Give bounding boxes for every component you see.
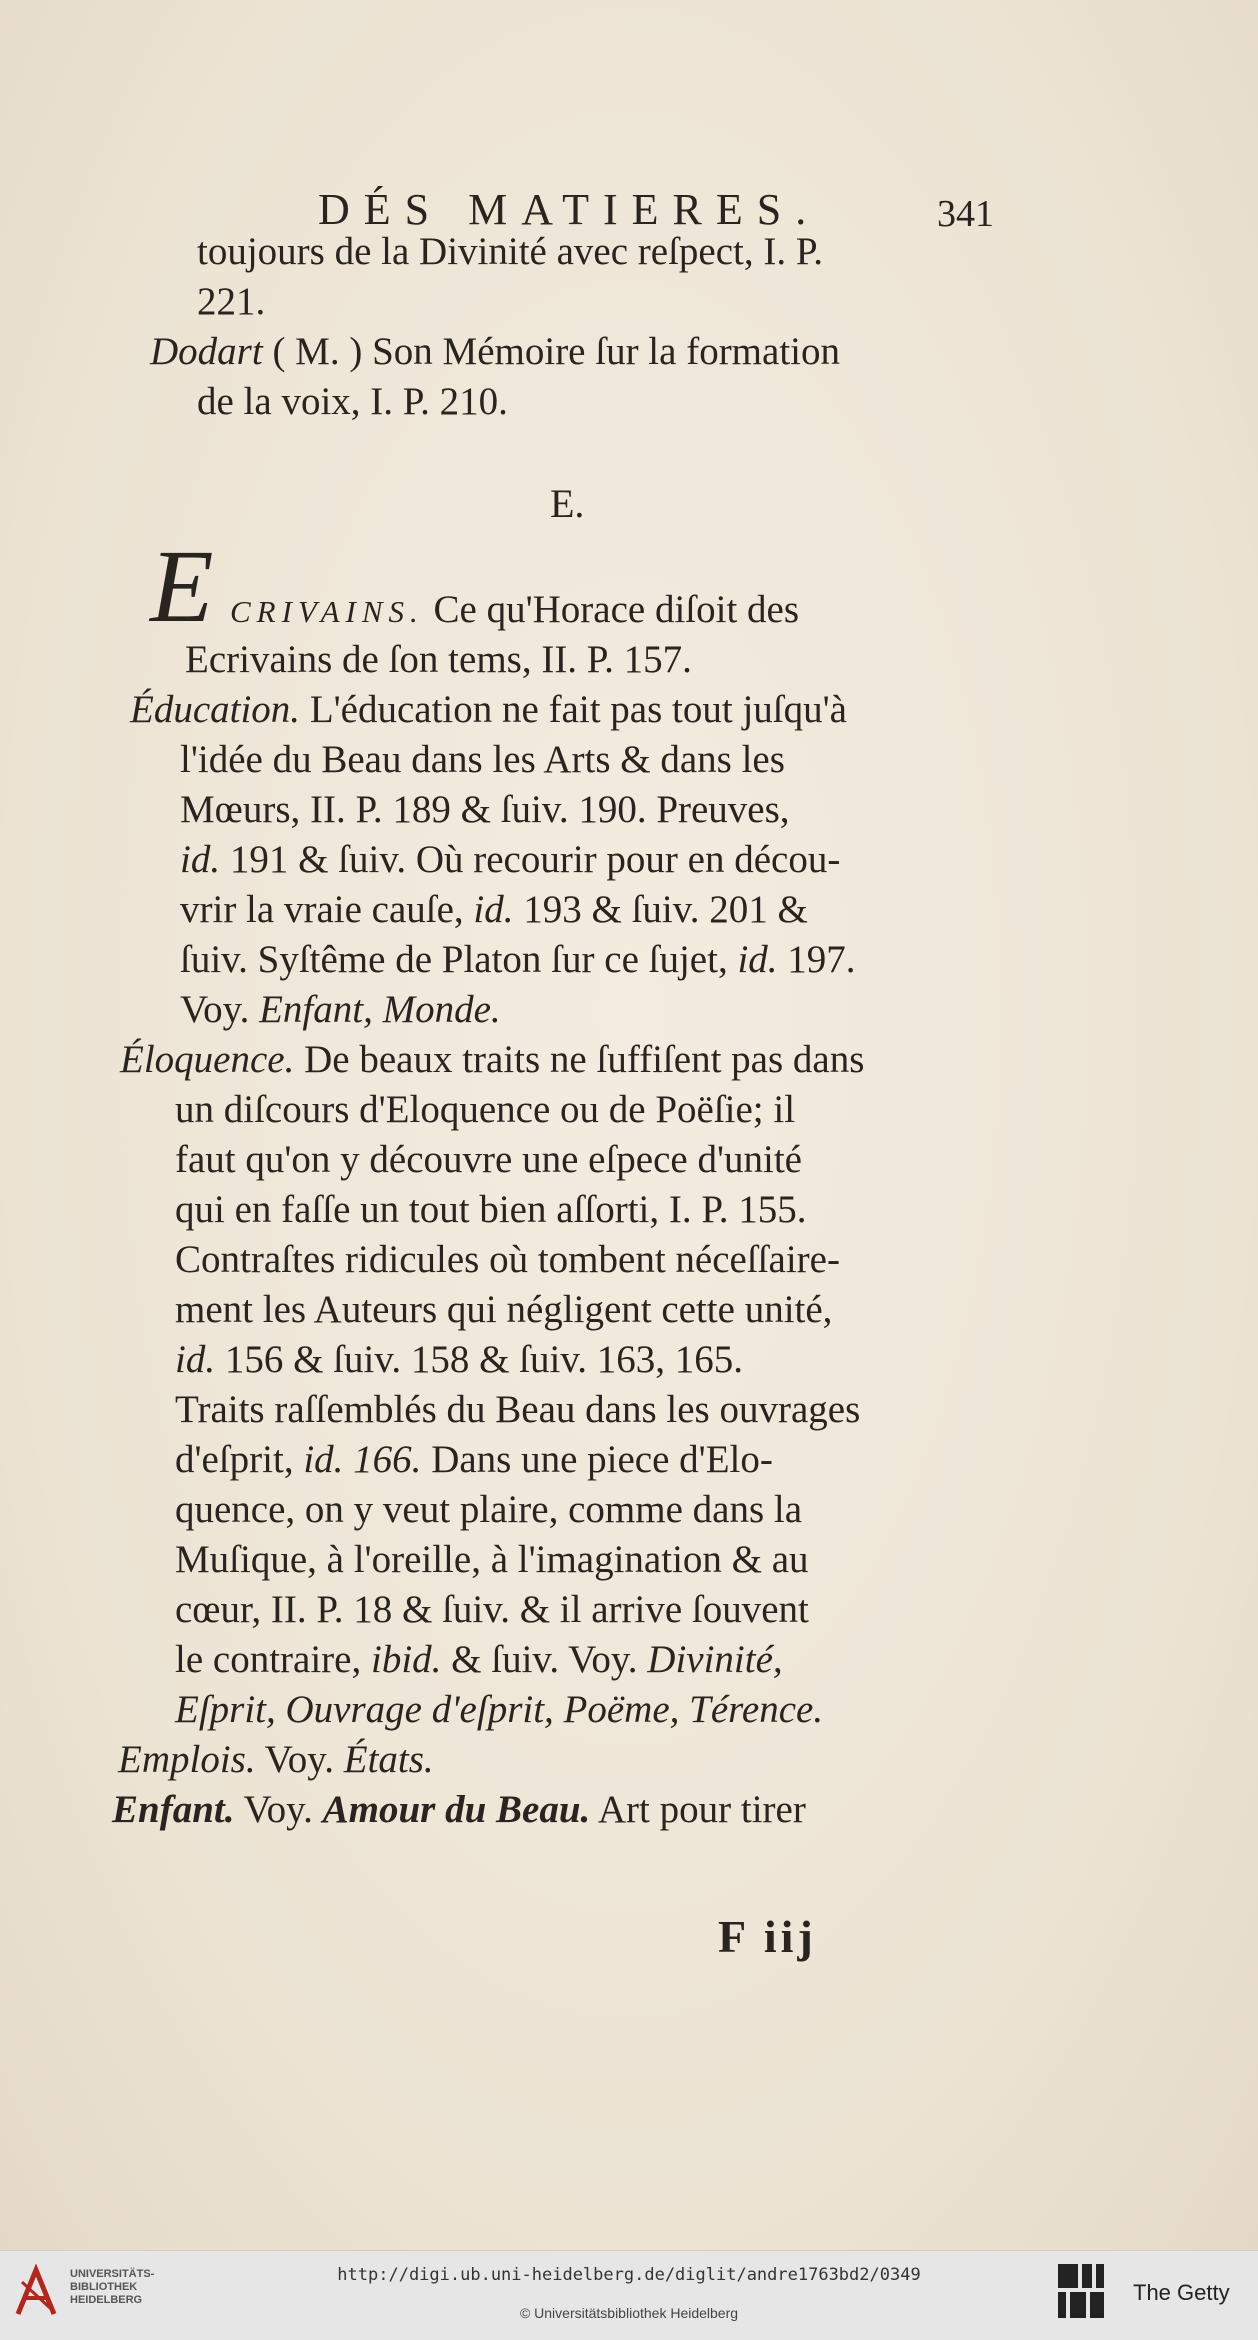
getty-name: The Getty <box>1133 2280 1230 2305</box>
page-number: 341 <box>937 193 994 235</box>
text-span: & ſuiv. Voy. <box>441 1638 648 1681</box>
text-span: 193 & ſuiv. 201 & <box>513 888 808 931</box>
text-span: Art pour tirer <box>590 1788 806 1831</box>
text-span: Voy. <box>180 988 260 1031</box>
text-span: d'eſprit, <box>175 1438 304 1481</box>
entry-head: Éloquence. <box>120 1038 295 1081</box>
text-span: ſuiv. Syſtême de Platon ſur ce ſujet, <box>180 938 738 981</box>
text-line: faut qu'on y découvre une eſpece d'unité <box>175 1138 802 1181</box>
text-line: qui en faſſe un tout bien aſſorti, I. P. 155. <box>175 1188 807 1231</box>
drop-cap: E <box>150 529 214 644</box>
ref-id: id. 166. <box>303 1438 422 1481</box>
text-line <box>175 1335 743 1385</box>
entry-head: Dodart <box>150 330 263 373</box>
text-line: ment les Auteurs qui négligent cette unité, <box>175 1288 833 1331</box>
library-name-line: UNIVERSITÄTS- <box>70 2268 155 2280</box>
text-line: quence, on y veut plaire, comme dans la <box>175 1488 803 1531</box>
text-span: 156 & ſuiv. 158 & ſuiv. 163, 165. <box>215 1338 744 1381</box>
text-span: vrir la vraie cauſe, <box>180 888 474 931</box>
permalink-url[interactable]: http://digi.ub.uni-heidelberg.de/diglit/andre1763bd2/0349 <box>337 2265 921 2285</box>
text-line: cœur, II. P. 18 & ſuiv. & il arrive ſouvent <box>175 1588 809 1631</box>
text-line: 221. <box>197 280 266 323</box>
text-span: 197. <box>777 938 856 981</box>
entry-text: Ce qu'Horace diſoit des <box>423 588 800 631</box>
index-entry-dodart <box>150 327 840 377</box>
index-entry-ecrivains <box>230 585 799 637</box>
index-entry-enfant <box>112 1785 806 1835</box>
text-line: Muſique, à l'oreille, à l'imagination & au <box>175 1538 809 1581</box>
index-entry-education <box>130 685 847 735</box>
ref-id: id. <box>737 938 778 981</box>
text-line: Mœurs, II. P. 189 & ſuiv. 190. Preuves, <box>180 788 790 831</box>
text-line: un diſcours d'Eloquence ou de Poëſie; il <box>175 1088 796 1131</box>
text-line: l'idée du Beau dans les Arts & dans les <box>180 738 785 781</box>
text-line: toujours de la Divinité avec reſpect, I. P. <box>197 230 823 273</box>
text-span: Voy. <box>234 1788 323 1831</box>
cross-reference: Enfant, Monde. <box>259 988 501 1031</box>
ref-id: id. <box>180 838 221 881</box>
running-header-title: DÉS MATIERES. <box>318 185 821 234</box>
library-name-line: BIBLIOTHEK <box>70 2281 138 2293</box>
ref-id: id. <box>175 1338 216 1381</box>
signature-mark: F iij <box>718 1911 817 1962</box>
text-span: Dans une piece d'Elo- <box>421 1438 773 1481</box>
text-span: Voy. <box>255 1738 344 1781</box>
section-letter: E. <box>550 481 585 526</box>
text-line <box>175 1435 773 1485</box>
cross-reference: Divinité, <box>647 1638 783 1681</box>
ref-id: id. <box>473 888 514 931</box>
cross-reference: Eſprit, Ouvrage d'eſprit, Poëme, Térence. <box>175 1688 824 1731</box>
text-line <box>180 985 501 1035</box>
copyright-notice: © Universitätsbibliothek Heidelberg <box>519 2305 739 2321</box>
text-line: Traits raſſemblés du Beau dans les ouvrages <box>175 1388 861 1431</box>
text-span: 191 & ſuiv. Où recourir pour en décou- <box>220 838 841 881</box>
entry-text: De beaux traits ne ſuffiſent pas dans <box>294 1038 865 1081</box>
entry-text: L'éducation ne fait pas tout juſqu'à <box>300 688 847 731</box>
getty-logo-icon <box>1056 2262 1106 2320</box>
text-line <box>180 835 840 885</box>
text-line: de la voix, I. P. 210. <box>197 380 508 423</box>
text-line: Ecrivains de ſon tems, II. P. 157. <box>185 638 692 681</box>
cross-reference: États. <box>343 1738 434 1781</box>
ref-ibid: ibid. <box>370 1638 442 1681</box>
entry-head: Enfant. <box>112 1788 235 1831</box>
text-span: le contraire, <box>175 1638 371 1681</box>
entry-text: ( M. ) Son Mémoire ſur la formation <box>262 330 840 373</box>
text-line <box>180 885 808 935</box>
cross-reference: Amour du Beau. <box>322 1788 591 1831</box>
entry-head: CRIVAINS. <box>230 594 424 629</box>
entry-head: Éducation. <box>130 688 301 731</box>
library-name-line: HEIDELBERG <box>70 2294 143 2306</box>
index-entry-eloquence <box>120 1035 864 1085</box>
text-line <box>175 1685 823 1735</box>
text-line: Contraſtes ridicules où tombent néceſſaire- <box>175 1238 840 1281</box>
text-line <box>175 1635 783 1685</box>
text-line <box>180 935 856 985</box>
index-entry-emplois <box>118 1735 434 1785</box>
entry-head: Emplois. <box>118 1738 256 1781</box>
